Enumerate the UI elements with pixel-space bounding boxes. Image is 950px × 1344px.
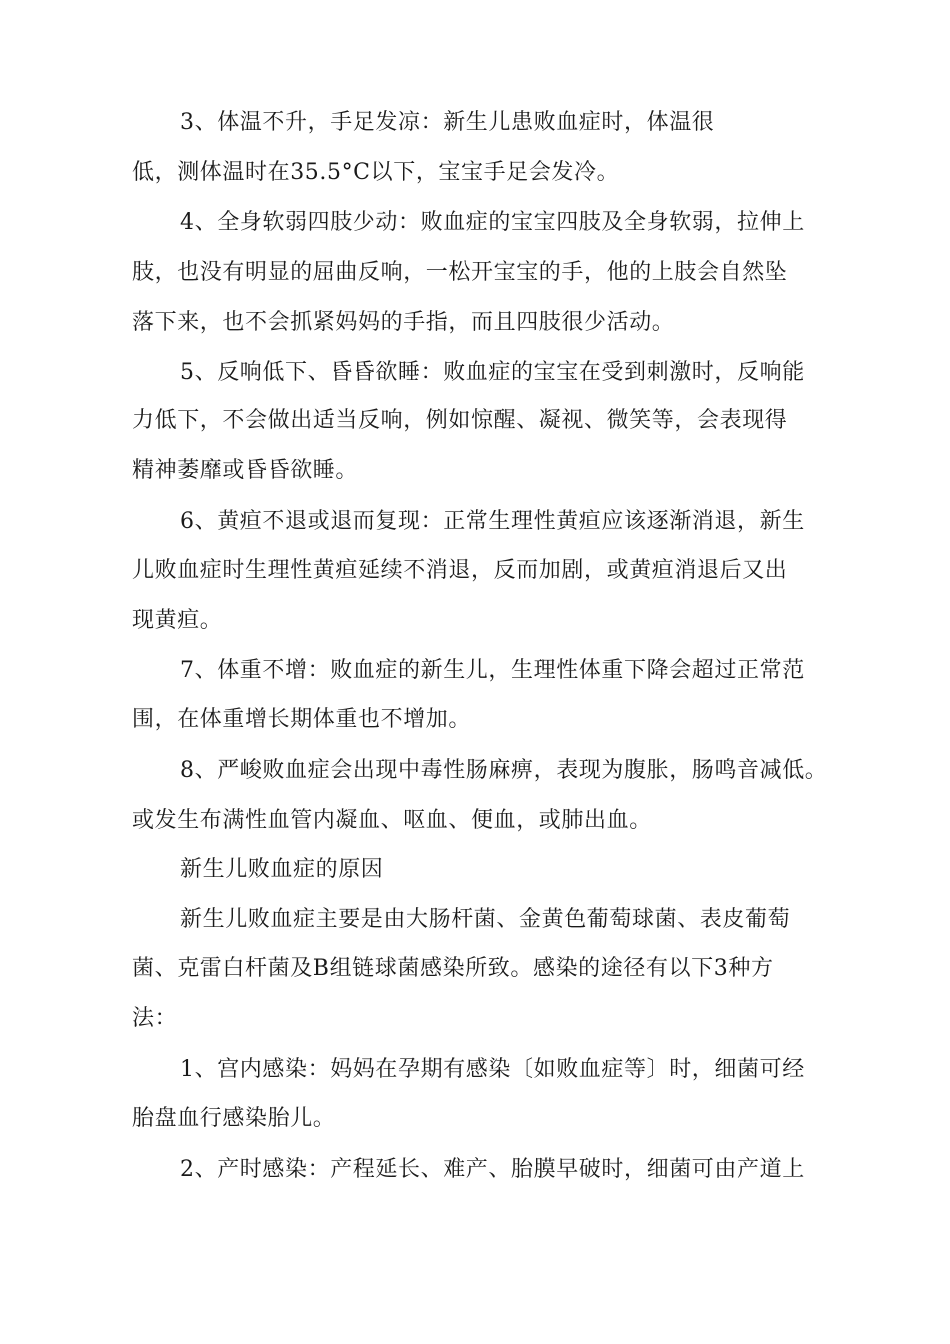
text-line: 胎盘血行感染胎儿。 (132, 1106, 336, 1131)
text-line: 2、产时感染：产程延长、难产、胎膜早破时，细菌可由产道上 (180, 1157, 805, 1182)
text-line: 儿败血症时生理性黄疸延续不消退，反而加剧，或黄疸消退后又出 (132, 558, 788, 583)
text-line: 围，在体重增长期体重也不增加。 (132, 707, 472, 732)
text-line: 3、体温不升，手足发凉：新生儿患败血症时，体温很 (180, 110, 715, 135)
text-line: 菌、克雷白杆菌及B组链球菌感染所致。感染的途径有以下3种方 (132, 956, 774, 981)
text-line: 1、宫内感染：妈妈在孕期有感染〔如败血症等〕时，细菌可经 (180, 1057, 805, 1082)
text-line: 8、严峻败血症会出现中毒性肠麻痹，表现为腹胀，肠鸣音减低。 (180, 758, 828, 783)
section-heading: 新生儿败血症的原因 (180, 857, 384, 882)
text-line: 现黄疸。 (132, 608, 223, 633)
text-line: 法： (132, 1006, 178, 1031)
text-line: 低，测体温时在35.5°C以下，宝宝手足会发冷。 (132, 160, 620, 185)
text-line: 力低下，不会做出适当反响，例如惊醒、凝视、微笑等，会表现得 (132, 408, 788, 433)
text-line: 精神萎靡或昏昏欲睡。 (132, 458, 359, 483)
text-line: 6、黄疸不退或退而复现：正常生理性黄疸应该逐渐消退，新生 (180, 509, 805, 534)
text-line: 新生儿败血症主要是由大肠杆菌、金黄色葡萄球菌、表皮葡萄 (180, 907, 791, 932)
text-line: 落下来，也不会抓紧妈妈的手指，而且四肢很少活动。 (132, 310, 675, 335)
text-line: 7、体重不增：败血症的新生儿，生理性体重下降会超过正常范 (180, 658, 805, 683)
text-line: 或发生布满性血管内凝血、呕血、便血，或肺出血。 (132, 808, 652, 833)
text-line: 肢，也没有明显的屈曲反响，一松开宝宝的手，他的上肢会自然坠 (132, 260, 788, 285)
text-line: 5、反响低下、昏昏欲睡：败血症的宝宝在受到刺激时，反响能 (180, 360, 805, 385)
text-line: 4、全身软弱四肢少动：败血症的宝宝四肢及全身软弱，拉伸上 (180, 210, 805, 235)
